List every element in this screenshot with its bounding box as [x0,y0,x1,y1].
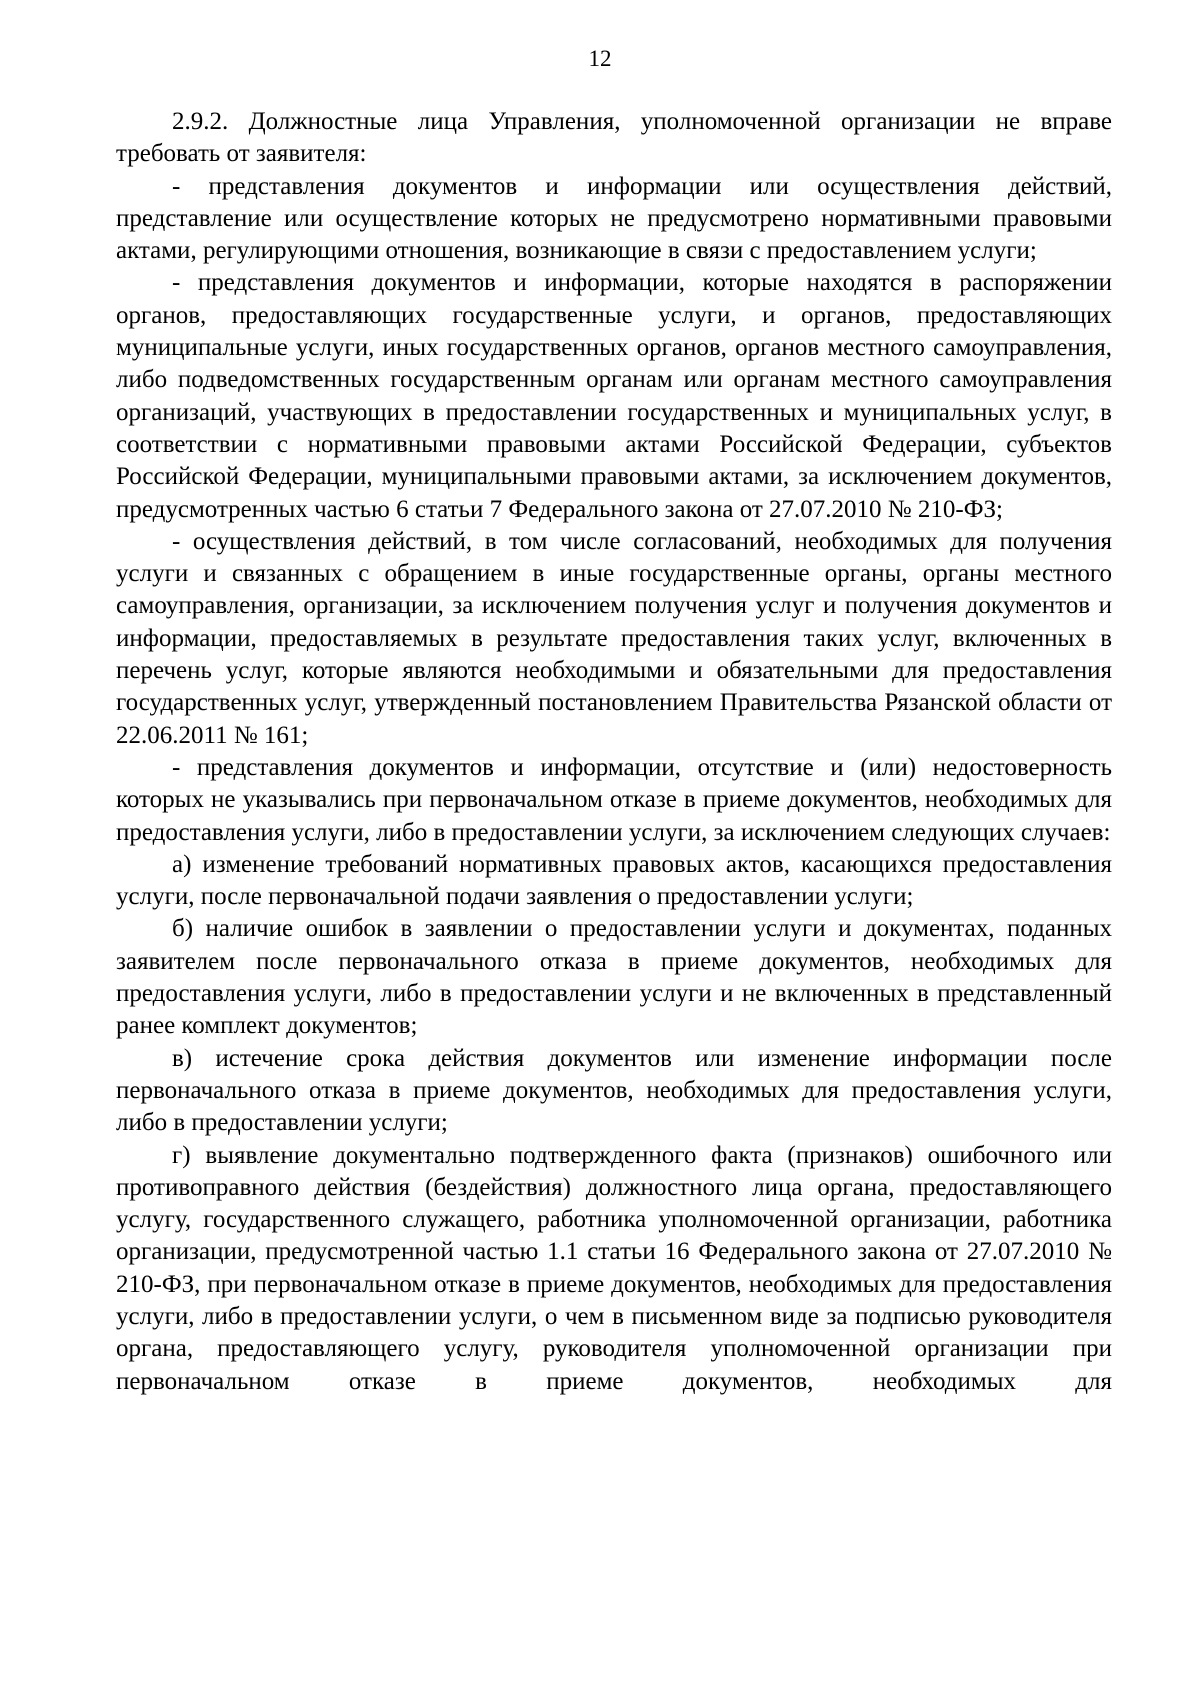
paragraph-2-9-2: 2.9.2. Должностные лица Управления, уполномоченной организации не вправе требовать от заявителя: [116,108,1112,168]
document-body [116,106,1112,1398]
paragraph-case-c: в) истечение срока действия документов или изменение информации после первоначального отказа в приеме документов, необходимых для предоставления услуги, либо в предоставлении услуги; [116,1044,1112,1137]
paragraph-case-d: г) выявление документально подтвержденного факта (признаков) ошибочного или противоправного действия (бездействия) должностного лица органа, предоставляющего услугу, государственного служащего, работника уполномоченной организации, работника организации, предусмотренной частью 1.1 статьи 16 Федерального закона от 27.07.2010 № 210-ФЗ, при первоначальном отказе в приеме документов, необходимых для предоставления услуги, либо в предоставлении услуги, о чем в письменном виде за подписью руководителя органа, предоставляющего услугу, руководителя уполномоченной организации при первоначальном отказе в приеме документов, необходимых для [116,1141,1112,1395]
paragraph-item-approvals: - осуществления действий, в том числе согласований, необходимых для получения услуги и связанных с обращением в иные государственные органы, органы местного самоуправления, организации, за исключением получения услуг и получения документов и информации, предоставляемых в результате предоставления таких услуг, включенных в перечень услуг, которые являются необходимыми и обязательными для предоставления государственных услуг, утвержденный постановлением Правительства Рязанской области от 22.06.2011 № 161; [116,527,1112,749]
paragraph-case-a: а) изменение требований нормативных правовых актов, касающихся предоставления услуги, после первоначальной подачи заявления о предоставлении услуги; [116,850,1112,911]
paragraph-item-documents-held-by-authorities: - представления документов и информации, которые находятся в распоряжении органов, предоставляющих государственные услуги, и органов, предоставляющих муниципальные услуги, иных государственных органов, органов местного самоуправления, либо подведомственных государственным органам или органам местного самоуправления организаций, участвующих в предоставлении государственных и муниципальных услуг, в соответствии с нормативными правовыми актами Российской Федерации, субъектов Российской Федерации, муниципальными правовыми актами, за исключением документов, предусмотренных частью 6 статьи 7 Федерального закона от 27.07.2010 № 210-ФЗ; [116,269,1112,523]
paragraph-case-b: б) наличие ошибок в заявлении о предоставлении услуги и документах, поданных заявителем после первоначального отказа в приеме документов, необходимых для предоставления услуги, либо в предоставлении услуги и не включенных в представленный ранее комплект документов; [116,915,1112,1040]
paragraph-item-missing-documents: - представления документов и информации, отсутствие и (или) недостоверность которых не указывались при первоначальном отказе в приеме документов, необходимых для предоставления услуги, либо в предоставлении услуги, за исключением следующих случаев: [116,753,1112,846]
page-number: 12 [588,46,612,71]
paragraph-item-actions-not-required: - представления документов и информации или осуществления действий, представление или осуществление которых не предусмотрено нормативными правовыми актами, регулирующими отношения, возникающие в связи с предоставлением услуги; [116,172,1112,265]
